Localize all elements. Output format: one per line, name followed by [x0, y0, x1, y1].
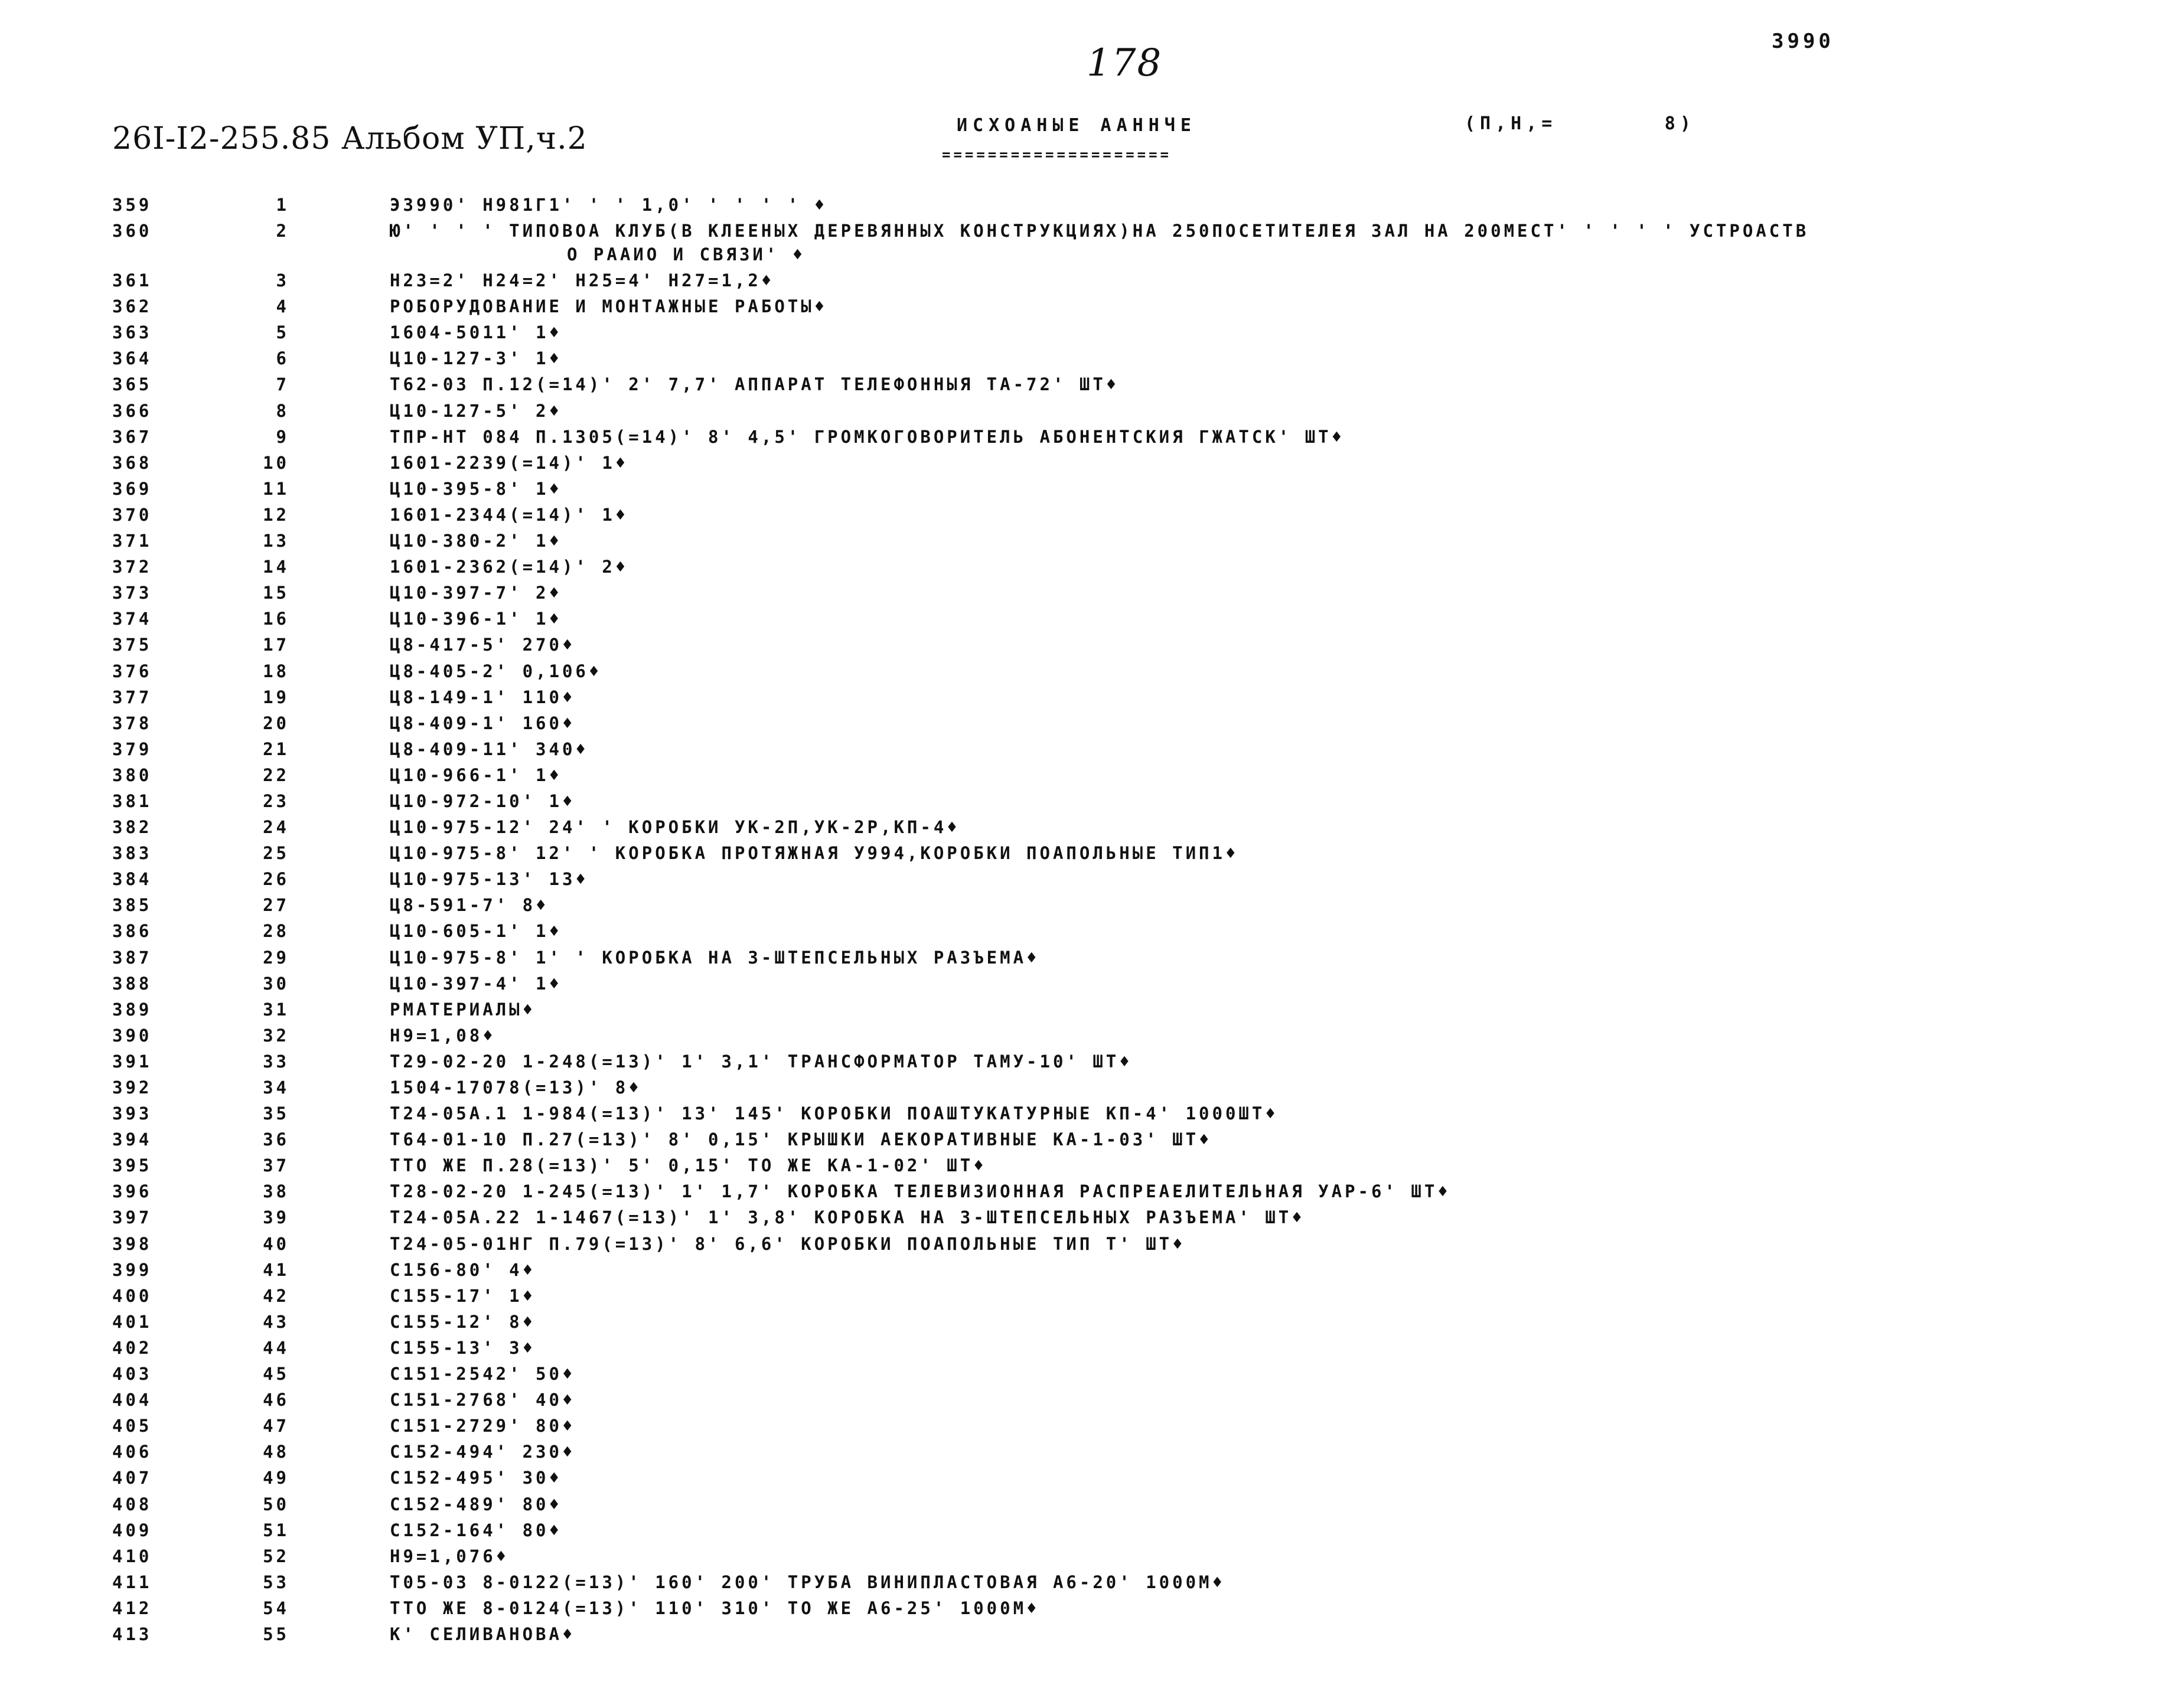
line-number: 362 [112, 296, 152, 317]
row-text: К' СЕЛИВАНОВА♦ [390, 1624, 576, 1644]
sequence-number: 2 [276, 221, 289, 241]
data-listing [112, 195, 2108, 1650]
sequence-number: 3 [276, 270, 289, 291]
listing-row [112, 1155, 2108, 1181]
listing-row [112, 713, 2108, 739]
listing-row [112, 479, 2108, 505]
listing-row [112, 531, 2108, 557]
listing-row [112, 1520, 2108, 1546]
listing-row [112, 1181, 2108, 1207]
sequence-number: 20 [263, 713, 289, 733]
row-text: Ц8-409-11' 340♦ [390, 739, 589, 759]
line-number: 387 [112, 947, 152, 968]
line-number: 359 [112, 195, 152, 215]
line-number: 412 [112, 1598, 152, 1618]
listing-row [112, 895, 2108, 921]
sequence-number: 36 [263, 1129, 289, 1150]
sequence-number: 26 [263, 869, 289, 890]
line-number: 409 [112, 1520, 152, 1540]
line-number: 410 [112, 1546, 152, 1566]
listing-row [112, 635, 2108, 661]
listing-row [112, 1416, 2108, 1442]
listing-row [112, 1338, 2108, 1364]
sequence-number: 45 [263, 1364, 289, 1384]
row-text: Т24-05А.1 1-984(=13)' 13' 145' КОРОБКИ ПОАШТУКАТУРНЫЕ КП-4' 1000ШТ♦ [390, 1103, 1279, 1124]
listing-row [112, 296, 2108, 322]
sequence-number: 41 [263, 1259, 289, 1280]
listing-row [112, 661, 2108, 687]
listing-row [112, 687, 2108, 713]
row-text: Ц10-127-3' 1♦ [390, 348, 562, 369]
row-text: С155-13' 3♦ [390, 1337, 536, 1358]
sequence-number: 32 [263, 1025, 289, 1046]
line-number: 398 [112, 1233, 152, 1254]
line-number: 377 [112, 687, 152, 707]
sequence-number: 28 [263, 921, 289, 942]
row-text: 1601-2344(=14)' 1♦ [390, 504, 629, 525]
row-text: Ц10-395-8' 1♦ [390, 478, 562, 499]
listing-row [112, 1598, 2108, 1624]
sequence-number: 21 [263, 739, 289, 759]
album-title: 26I-I2-255.85 Альбом УП,ч.2 [112, 121, 588, 156]
listing-row [112, 348, 2108, 374]
row-text: Ц8-417-5' 270♦ [390, 635, 576, 655]
sequence-number: 54 [263, 1598, 289, 1618]
row-text: Ц10-605-1' 1♦ [390, 921, 562, 942]
listing-row [112, 609, 2108, 635]
sequence-number: 4 [276, 296, 289, 317]
sequence-number: 50 [263, 1494, 289, 1514]
line-number: 367 [112, 426, 152, 447]
line-number: 366 [112, 400, 152, 421]
line-number: 394 [112, 1129, 152, 1150]
line-number: 404 [112, 1390, 152, 1410]
line-number: 379 [112, 739, 152, 759]
line-number: 407 [112, 1468, 152, 1488]
line-number: 400 [112, 1285, 152, 1306]
listing-row [112, 1624, 2108, 1650]
line-number: 360 [112, 221, 152, 241]
line-number: 363 [112, 322, 152, 343]
sequence-number: 51 [263, 1520, 289, 1540]
listing-row [112, 221, 2108, 270]
row-text: Ц10-127-5' 2♦ [390, 400, 562, 421]
sequence-number: 37 [263, 1155, 289, 1176]
listing-row [112, 948, 2108, 974]
line-number: 376 [112, 661, 152, 681]
listing-row [112, 401, 2108, 427]
sequence-number: 14 [263, 557, 289, 577]
page-number: 178 [1087, 41, 1163, 85]
listing-row [112, 1103, 2108, 1129]
listing-row [112, 583, 2108, 609]
listing-row [112, 557, 2108, 583]
listing-row [112, 921, 2108, 947]
row-text-continuation: О РААИО И СВЯЗИ' ♦ [567, 244, 806, 265]
row-text: Н23=2' Н24=2' Н25=4' Н27=1,2♦ [390, 270, 775, 291]
row-text: Ц8-409-1' 160♦ [390, 713, 576, 733]
listing-row [112, 1026, 2108, 1051]
line-number: 413 [112, 1624, 152, 1644]
row-text: 1601-2362(=14)' 2♦ [390, 557, 629, 577]
header-title: ИСХОАНЫЕ ААННЧЕ [957, 115, 1196, 136]
row-text: Ц8-591-7' 8♦ [390, 895, 549, 916]
line-number: 385 [112, 895, 152, 916]
listing-row [112, 817, 2108, 843]
listing-row [112, 1260, 2108, 1286]
listing-row [112, 974, 2108, 1000]
row-text: Ц10-966-1' 1♦ [390, 765, 562, 785]
line-number: 408 [112, 1494, 152, 1514]
line-number: 395 [112, 1155, 152, 1176]
row-text: ТТО ЖЕ 8-0124(=13)' 110' 310' ТО ЖЕ А6-25' 1000М♦ [390, 1598, 1040, 1618]
row-text: С156-80' 4♦ [390, 1259, 536, 1280]
sequence-number: 43 [263, 1311, 289, 1332]
line-number: 405 [112, 1416, 152, 1436]
line-number: 402 [112, 1337, 152, 1358]
listing-row [112, 869, 2108, 895]
row-text: Ц10-975-13' 13♦ [390, 869, 589, 890]
line-number: 386 [112, 921, 152, 942]
line-number: 392 [112, 1077, 152, 1098]
line-number: 393 [112, 1103, 152, 1124]
sequence-number: 53 [263, 1572, 289, 1592]
sheet-number: 3990 [1772, 30, 1834, 53]
row-text: Ц10-972-10' 1♦ [390, 791, 576, 811]
sequence-number: 9 [276, 426, 289, 447]
sequence-number: 29 [263, 947, 289, 968]
sequence-number: 35 [263, 1103, 289, 1124]
row-text: С152-494' 230♦ [390, 1442, 576, 1462]
listing-row [112, 195, 2108, 221]
sequence-number: 33 [263, 1051, 289, 1072]
row-text: Ц10-396-1' 1♦ [390, 609, 562, 629]
sequence-number: 52 [263, 1546, 289, 1566]
sequence-number: 44 [263, 1337, 289, 1358]
sequence-number: 38 [263, 1181, 289, 1202]
row-text: Т29-02-20 1-248(=13)' 1' 3,1' ТРАНСФОРМАТОР ТАМУ-10' ШТ♦ [390, 1051, 1133, 1072]
listing-row [112, 1364, 2108, 1390]
sequence-number: 55 [263, 1624, 289, 1644]
row-text: РМАТЕРИАЛЫ♦ [390, 999, 536, 1020]
line-number: 399 [112, 1259, 152, 1280]
line-number: 370 [112, 504, 152, 525]
sequence-number: 13 [263, 531, 289, 551]
row-text: 1601-2239(=14)' 1♦ [390, 452, 629, 473]
line-number: 389 [112, 999, 152, 1020]
line-number: 390 [112, 1025, 152, 1046]
row-text: С151-2729' 80♦ [390, 1416, 576, 1436]
sequence-number: 1 [276, 195, 289, 215]
listing-row [112, 843, 2108, 869]
line-number: 361 [112, 270, 152, 291]
listing-row [112, 1390, 2108, 1416]
row-text: Т24-05А.22 1-1467(=13)' 1' 3,8' КОРОБКА НА 3-ШТЕПСЕЛЬНЫХ РАЗЪЕМА' ШТ♦ [390, 1207, 1305, 1228]
listing-row [112, 1546, 2108, 1572]
line-number: 375 [112, 635, 152, 655]
row-text: ТТО ЖЕ П.28(=13)' 5' 0,15' ТО ЖЕ КА-1-02' ШТ♦ [390, 1155, 987, 1176]
listing-row [112, 1077, 2108, 1103]
listing-row [112, 1051, 2108, 1077]
sequence-number: 48 [263, 1442, 289, 1462]
listing-row [112, 1494, 2108, 1520]
line-number: 381 [112, 791, 152, 811]
sequence-number: 42 [263, 1285, 289, 1306]
line-number: 383 [112, 843, 152, 864]
row-text: С152-489' 80♦ [390, 1494, 562, 1514]
listing-row [112, 1234, 2108, 1260]
line-number: 369 [112, 478, 152, 499]
sequence-number: 19 [263, 687, 289, 707]
row-text: С155-12' 8♦ [390, 1311, 536, 1332]
line-number: 378 [112, 713, 152, 733]
listing-row [112, 765, 2108, 791]
sequence-number: 34 [263, 1077, 289, 1098]
listing-row [112, 1442, 2108, 1468]
line-number: 382 [112, 817, 152, 838]
row-text: С152-164' 80♦ [390, 1520, 562, 1540]
row-text: С155-17' 1♦ [390, 1285, 536, 1306]
sequence-number: 40 [263, 1233, 289, 1254]
row-text: 1504-17078(=13)' 8♦ [390, 1077, 642, 1098]
sequence-number: 27 [263, 895, 289, 916]
sequence-number: 49 [263, 1468, 289, 1488]
line-number: 397 [112, 1207, 152, 1228]
line-number: 411 [112, 1572, 152, 1592]
listing-row [112, 1468, 2108, 1494]
sequence-number: 12 [263, 504, 289, 525]
row-text: С152-495' 30♦ [390, 1468, 562, 1488]
line-number: 374 [112, 609, 152, 629]
sequence-number: 47 [263, 1416, 289, 1436]
row-text: Ц10-975-12' 24' ' КОРОБКИ УК-2П,УК-2Р,КП-4♦ [390, 817, 960, 838]
listing-row [112, 1129, 2108, 1155]
row-text: 1604-5011' 1♦ [390, 322, 562, 343]
sequence-number: 46 [263, 1390, 289, 1410]
line-number: 364 [112, 348, 152, 369]
row-text: Н9=1,08♦ [390, 1025, 496, 1046]
line-number: 406 [112, 1442, 152, 1462]
sequence-number: 18 [263, 661, 289, 681]
line-number: 368 [112, 452, 152, 473]
listing-row [112, 322, 2108, 348]
line-number: 365 [112, 374, 152, 395]
row-text: Ц10-397-7' 2♦ [390, 583, 562, 603]
row-text: Ю' ' ' ' ТИПОВОА КЛУБ(В КЛЕЕНЫХ ДЕРЕВЯННЫХ КОНСТРУКЦИЯХ)НА 250ПОСЕТИТЕЛЕЯ ЗАЛ НА 200МЕСТ' ' ' ' ' УСТРОАСТВ [390, 221, 1809, 241]
row-text: ТПР-НТ 084 П.1305(=14)' 8' 4,5' ГРОМКОГОВОРИТЕЛЬ АБОНЕНТСКИЯ ГЖАТСК' ШТ♦ [390, 426, 1345, 447]
sequence-number: 39 [263, 1207, 289, 1228]
line-number: 372 [112, 557, 152, 577]
row-text: Ц8-149-1' 110♦ [390, 687, 576, 707]
listing-row [112, 1312, 2108, 1338]
sequence-number: 17 [263, 635, 289, 655]
sequence-number: 10 [263, 452, 289, 473]
line-number: 391 [112, 1051, 152, 1072]
sequence-number: 30 [263, 973, 289, 994]
row-text: Ц10-975-8' 12' ' КОРОБКА ПРОТЯЖНАЯ У994,КОРОБКИ ПОАПОЛЬНЫЕ ТИП1♦ [390, 843, 1239, 864]
listing-row [112, 374, 2108, 400]
row-text: Т62-03 П.12(=14)' 2' 7,7' АППАРАТ ТЕЛЕФОННЫЯ ТА-72' ШТ♦ [390, 374, 1120, 395]
listing-row [112, 505, 2108, 531]
row-text: Ц10-397-4' 1♦ [390, 973, 562, 994]
row-text: Н9=1,076♦ [390, 1546, 510, 1566]
line-number: 373 [112, 583, 152, 603]
listing-row [112, 270, 2108, 296]
row-text: С151-2542' 50♦ [390, 1364, 576, 1384]
sequence-number: 25 [263, 843, 289, 864]
listing-row [112, 427, 2108, 453]
line-number: 380 [112, 765, 152, 785]
row-text: С151-2768' 40♦ [390, 1390, 576, 1410]
row-text: Т28-02-20 1-245(=13)' 1' 1,7' КОРОБКА ТЕЛЕВИЗИОННАЯ РАСПРЕАЕЛИТЕЛЬНАЯ УАР-6' ШТ♦ [390, 1181, 1451, 1202]
line-number: 371 [112, 531, 152, 551]
row-text: Э3990' Н981Г1' ' ' 1,0' ' ' ' ' ♦ [390, 195, 828, 215]
listing-row [112, 1000, 2108, 1026]
sequence-number: 22 [263, 765, 289, 785]
sequence-number: 16 [263, 609, 289, 629]
listing-row [112, 453, 2108, 479]
sequence-number: 15 [263, 583, 289, 603]
row-text: РОБОРУДОВАНИЕ И МОНТАЖНЫЕ РАБОТЫ♦ [390, 296, 828, 317]
sequence-number: 8 [276, 400, 289, 421]
row-text: Т24-05-01НГ П.79(=13)' 8' 6,6' КОРОБКИ ПОАПОЛЬНЫЕ ТИП Т' ШТ♦ [390, 1233, 1186, 1254]
sequence-number: 6 [276, 348, 289, 369]
sequence-number: 23 [263, 791, 289, 811]
sequence-number: 7 [276, 374, 289, 395]
listing-row [112, 1572, 2108, 1598]
line-number: 401 [112, 1311, 152, 1332]
header-underline: ==================== [942, 146, 1172, 163]
header-code: (П,Н,= 8) [1465, 113, 1695, 134]
sequence-number: 11 [263, 478, 289, 499]
row-text: Ц10-975-8' 1' ' КОРОБКА НА 3-ШТЕПСЕЛЬНЫХ РАЗЪЕМА♦ [390, 947, 1040, 968]
row-text: Т64-01-10 П.27(=13)' 8' 0,15' КРЫШКИ АЕКОРАТИВНЫЕ КА-1-03' ШТ♦ [390, 1129, 1212, 1150]
sequence-number: 31 [263, 999, 289, 1020]
line-number: 384 [112, 869, 152, 890]
listing-row [112, 739, 2108, 765]
line-number: 388 [112, 973, 152, 994]
row-text: Ц8-405-2' 0,106♦ [390, 661, 602, 681]
listing-row [112, 1207, 2108, 1233]
sequence-number: 5 [276, 322, 289, 343]
listing-row [112, 791, 2108, 817]
sequence-number: 24 [263, 817, 289, 838]
row-text: Ц10-380-2' 1♦ [390, 531, 562, 551]
listing-row [112, 1286, 2108, 1312]
line-number: 403 [112, 1364, 152, 1384]
row-text: Т05-03 8-0122(=13)' 160' 200' ТРУБА ВИНИПЛАСТОВАЯ А6-20' 1000М♦ [390, 1572, 1225, 1592]
line-number: 396 [112, 1181, 152, 1202]
